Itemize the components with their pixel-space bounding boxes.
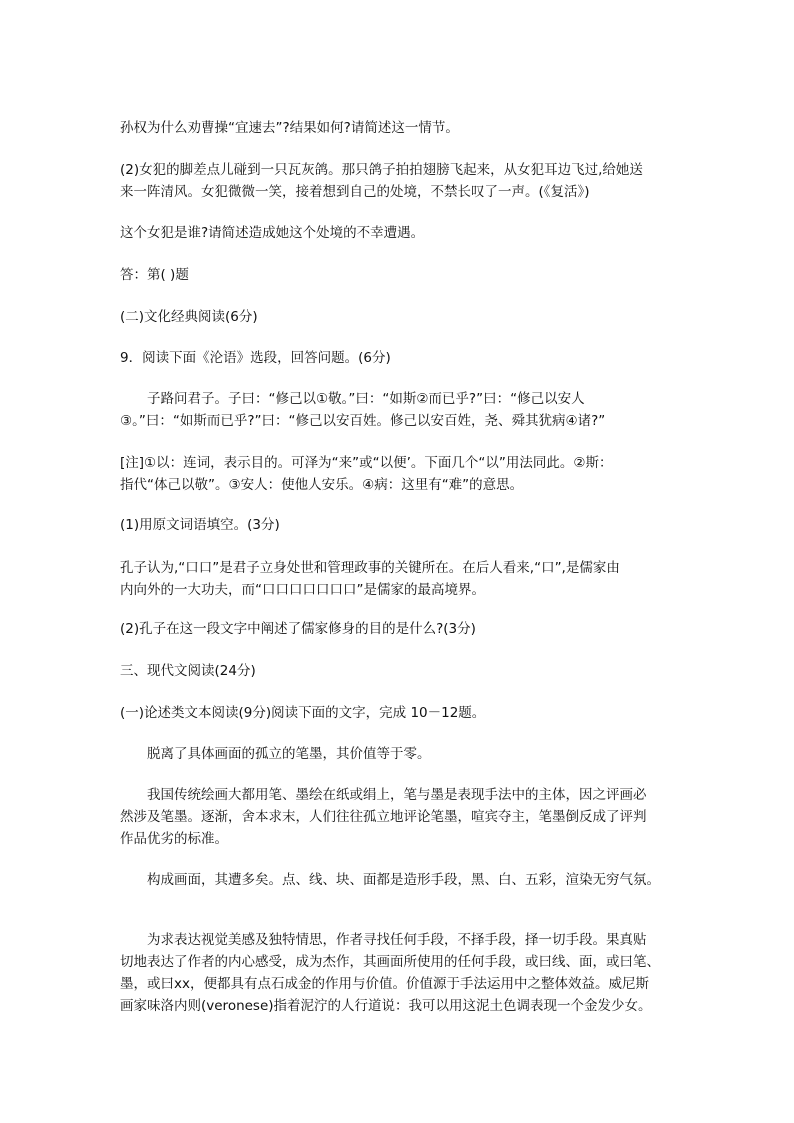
paragraph-3: [120, 869, 680, 891]
text-line: 指代“体己以敬”。③安人：使他人安乐。④病：这里有“难”的意思。: [120, 477, 524, 493]
text-line: (2)女犯的脚差点儿碰到一只瓦灰鸽。那只鸽子拍拍翅膀飞起来，从女犯耳边飞过,给她送: [120, 162, 643, 178]
text-line: 这个女犯是谁?请简述造成她这个处境的不幸遭遇。: [120, 225, 425, 241]
text-line: (一)论述类文本阅读(9分)阅读下面的文字，完成 10－12题。: [120, 705, 486, 721]
answer-line: [120, 264, 680, 286]
question-2-excerpt: [120, 159, 680, 203]
text-line: 画家味洛内则(veronese)指着泥泞的人行道说：我可以用这泥土色调表现一个金发少女。: [120, 998, 652, 1014]
question-9-notes: [120, 452, 680, 496]
text-line: 为求表达视觉美感及独特情思，作者寻找任何手段，不择手段，择一切手段。果真贴: [147, 932, 647, 948]
text-line: 切地表达了作者的内心感受，成为杰作，其画面所使用的任何手段，或曰线、面，或曰笔、: [120, 954, 660, 970]
question-9-sub-1: [120, 514, 680, 536]
question-9-sub-2: [120, 618, 680, 640]
text-line: 脱离了具体画面的孤立的笔墨，其价值等于零。: [147, 746, 431, 762]
question-sunquan: [120, 117, 680, 139]
text-line: 作品优劣的标准。: [120, 831, 228, 847]
section-heading-modern: [120, 660, 680, 682]
question-9-passage: [120, 388, 680, 432]
paragraph-4: [120, 929, 680, 1017]
question-9-sub-1-text: [120, 557, 680, 601]
text-line: 9．阅读下面《沦语》选段，回答问题。(6分): [120, 350, 391, 366]
text-line: 构成画面，其遭多矣。点、线、块、面都是造形手段，黑、白、五彩，渲染无穷气氛。: [147, 872, 660, 888]
text-line: [注]①以：连词，表示目的。可泽为“来”或“以便’。下面几个“以”用法同此。②斯：: [120, 455, 613, 471]
text-line: 三、现代文阅读(24分): [120, 663, 256, 679]
text-line: 来一阵清风。女犯微微一笑，接着想到自己的处境，不禁长叹了一声。(《复活》): [120, 184, 590, 200]
text-line: 孔子认为,“口口”是君子立身处世和管理政事的关键所在。在后人看来,“口”,是儒家由: [120, 560, 620, 576]
text-line: 答：第( )题: [120, 267, 189, 283]
section-heading-argument: [120, 702, 680, 724]
paragraph-2: [120, 784, 680, 850]
text-line: (1)用原文词语填空。(3分): [120, 517, 280, 533]
text-line: 墨，或曰xx，便都具有点石成金的作用与价值。价值源于手法运用中之整体效益。威尼斯: [120, 976, 649, 992]
paragraph-1: [120, 743, 680, 765]
text-line: (2)孔子在这一段文字中阐述了儒家修身的目的是什么?(3分): [120, 621, 476, 637]
text-line: 孙权为什么劝曹操“宜速去”?结果如何?请简述这一情节。: [120, 120, 459, 136]
text-line: 子路问君子。子曰：“修己以①敬。”曰：“如斯②而已乎?”曰：“修己以安人: [147, 391, 585, 407]
question-2-prompt: [120, 222, 680, 244]
text-line: ③。”曰：“如斯而已乎?”曰：“修己以安百姓。修己以安百姓，尧、舜其犹病④诸?”: [120, 413, 606, 429]
text-line: 我国传统绘画大都用笔、墨绘在纸或绢上，笔与墨是表现手法中的主体，因之评画必: [147, 787, 647, 803]
question-9-title: [120, 347, 680, 369]
text-line: (二)文化经典阅读(6分): [120, 309, 258, 325]
section-heading-classics: [120, 306, 680, 328]
text-line: 内向外的一大功夫，而“口口口口口口口”是儒家的最高境界。: [120, 582, 485, 598]
text-line: 然涉及笔墨。逐渐，舍本求末，人们往往孤立地评论笔墨，喧宾夺主，笔墨倒反成了评判: [120, 809, 647, 825]
